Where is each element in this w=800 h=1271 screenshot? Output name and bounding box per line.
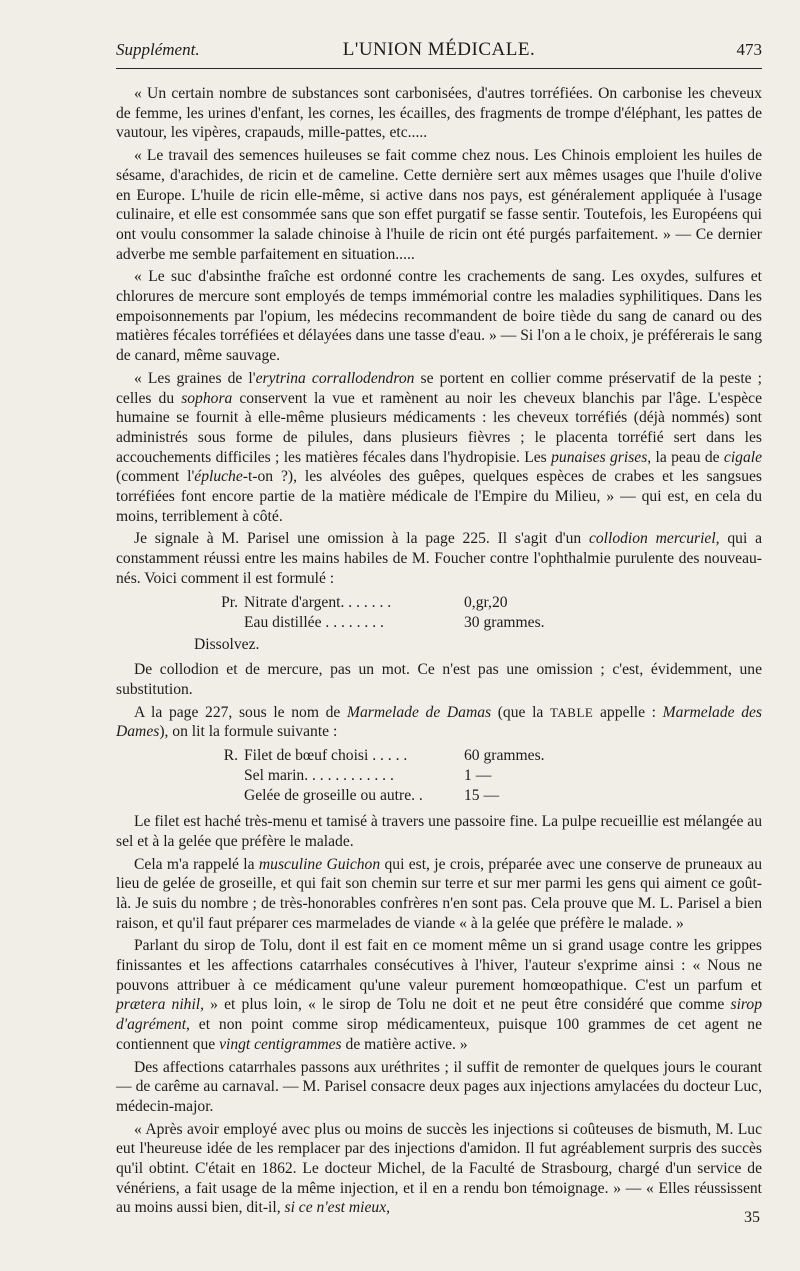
text-run: « Les graines de l' [134,369,256,387]
formula-row [116,613,762,633]
formula-instruction: Dissolvez. [194,635,260,653]
formula-quantity: 1 — [464,767,492,785]
formula-row [116,786,762,806]
text-run: conservent la vue et ramènent au noir les cheveux blanchis par l'âge. L'espèce humaine se fournit à elle-même plusieurs médicaments : les cheveux torréfiés (déjà nommés) sont administrés sous forme de pilules, dans plusieurs fièvres ; le placenta torréfié sert dans les accouchements difficiles ; les matières fécales dans l'hydropisie. Les [116,389,763,466]
text-run: appelle : [593,703,663,721]
small-caps-text: TABLE [550,704,594,720]
paragraph: « Le suc d'absinthe fraîche est ordonné contre les crachements de sang. Les oxydes, sulfures et chlorures de mercure sont employés de temps immémorial contre les maladies syphilitiques. Dans les empoisonnements par l'opium, les médecins recommandent de boire tiède du sang de canard ou des matières fécales torréfiées et délayées dans une tasse d'eau. » — Si l'on a le choix, je préférerais le sang de canard, même sauvage. [116,268,762,365]
header-section-label: Supplément. [116,40,200,59]
formula-ingredient: Nitrate d'argent. . . . . . . [244,593,392,611]
text-run: qui a constamment réussi entre les mains habiles de M. Foucher contre l'ophthalmie purulente des nouveau-nés. Voici comment il est formulé : [116,530,763,587]
formula-quantity: 15 — [464,787,500,805]
italic-text: erytrina corrallodendron [255,369,415,387]
journal-title: L'UNION MÉDICALE. [342,39,536,60]
italic-text: si ce n'est mieux, [284,1199,391,1217]
formula-label: R. [223,747,238,765]
paragraph [116,936,762,1054]
text-run: (comment l' [116,468,195,486]
text-run: (que la [491,703,551,721]
text-run: -t-on ?), les alvéoles des guêpes, quelques espèces de crabes et les sangsues torréfiées font encore partie de la matière médicale de l'Empire du Milieu, » — qui est, en cela du moins, terriblement à côté. [116,468,762,525]
italic-text: punaises grises [551,448,648,466]
page-number: 473 [736,40,762,59]
paragraph [116,703,762,742]
text-run: , la peau de [647,448,724,466]
article-body [116,84,762,1221]
paragraph: De collodion et de mercure, pas un mot. Ce n'est pas une omission ; c'est, évidemment, une substitution. [116,661,762,698]
text-run: Cela m'a rappelé la [134,855,259,873]
paragraph: Des affections catarrhales passons aux uréthrites ; il suffit de remonter de quelques jours le courant — de carême au carnaval. — M. Parisel consacre deux pages aux injections amylacées du docteur Luc, médecin-major. [116,1058,762,1115]
formula-label [116,786,244,806]
paragraph [116,855,762,934]
text-run: qui est, je crois, préparée avec une conserve de pruneaux au lieu de gelée de groseille, et qui fait son chemin sur terre et sur mer parmi les gens qui aiment ce goût-là. Je suis du nombre ; de très-honorables confrères n'en sont pas. Cela prouve que M. L. Parisel a bien raison, et qu'il faut préparer ces marmelades de viande « à la gelée que préfère le malade. » [116,855,762,932]
paragraph [116,529,762,588]
paragraph: Le filet est haché très-menu et tamisé à travers une passoire fine. La pulpe recueillie est mélangée au sel et à la gelée que préfère le malade. [116,813,762,850]
italic-text: Marmelade de Damas [347,703,492,721]
paragraph [116,369,762,527]
paragraph [116,1120,762,1219]
italic-text: Marmelade des Dames [116,703,762,741]
formula-row [116,766,762,786]
formula-collodion [116,593,762,655]
formula-marmelade [116,746,762,806]
text-run: ), on lit la formule suivante : [159,723,338,741]
text-run: » et plus loin, « le sirop de Tolu ne doit et ne peut être considéré que comme [204,996,731,1014]
italic-text: épluche [194,468,243,486]
text-run: , et non point comme sirop médicamenteux, puisque 100 grammes de cet agent ne contiennent que [116,1016,762,1053]
text-run: A la page 227, sous le nom de [134,703,347,721]
formula-row [116,746,762,766]
paragraph: « Le travail des semences huileuses se fait comme chez nous. Les Chinois emploient les huiles de sésame, d'arachides, de ricin et de cameline. Cette dernière sert aux mêmes usages que l'huile d'olive en Europe. L'huile de ricin elle-même, si active dans nos pays, est généralement appliquée à l'usage culinaire, et elle est consommée sans que son effet purgatif se fasse sentir. Toutefois, les Européens qui ont voulu consommer la salade chinoise à l'huile de ricin ont été purgés parfaitement. » — Ce dernier adverbe me semble parfaitement en situation..... [116,147,762,263]
formula-quantity: 30 grammes. [464,613,545,631]
formula-quantity: 60 grammes. [464,747,545,765]
italic-text: prætera nihil, [116,996,205,1014]
text-run: de matière active. » [341,1035,468,1053]
text-run: Parlant du sirop de Tolu, dont il est fait en ce moment même un si grand usage contre les grippes finissantes et les affections catarrhales consécutives à l'hiver, l'auteur s'exprime ainsi : « Nous ne pouvons attribuer à ce médicament qu'une valeur purement homœopathique. C'est un parfum et [116,937,762,994]
formula-ingredient: Eau distillée . . . . . . . . [244,613,384,631]
formula-row [116,593,762,613]
italic-text: vingt centigrammes [219,1035,342,1053]
formula-ingredient: Gelée de groseille ou autre. . [244,787,423,805]
running-header [116,34,762,69]
formula-label [116,613,244,633]
signature-mark: 35 [744,1209,760,1226]
italic-text: collodion mercuriel, [588,530,720,548]
italic-text: sophora [181,389,233,407]
italic-text: cigale [723,448,763,466]
italic-text: musculine Guichon [258,855,381,873]
italic-text: sirop d'agrément [116,996,762,1034]
formula-ingredient: Filet de bœuf choisi . . . . . [244,747,408,765]
formula-ingredient: Sel marin. . . . . . . . . . . . [244,767,394,785]
text-run: « Après avoir employé avec plus ou moins de succès les injections si coûteuses de bismuth, M. Luc eut l'heureuse idée de les remplacer par des injections d'amidon. Il fut agréablement surpris des succès qu'il obtint. C'était en 1862. Le docteur Michel, de la Faculté de Strasbourg, chargé d'un service de vénériens, a fait usage de la même injection, et il en a rendu bon témoignage. » — « Elles réussissent au moins aussi bien, dit-il, [116,1120,762,1217]
formula-label [116,766,244,786]
text-run: se portent en collier comme préservatif de la peste ; celles du [116,369,762,407]
formula-quantity: 0,gr,20 [464,593,508,611]
paragraph: « Un certain nombre de substances sont carbonisées, d'autres torréfiées. On carbonise les cheveux de femme, les urines d'enfant, les cornes, les écailles, des fragments de trompe d'éléphant, les pattes de vautour, les vipères, crapauds, mille-pattes, etc..... [116,85,762,142]
text-run: Je signale à M. Parisel une omission à la page 225. Il s'agit d'un [134,530,589,548]
formula-label: Pr. [221,593,238,611]
